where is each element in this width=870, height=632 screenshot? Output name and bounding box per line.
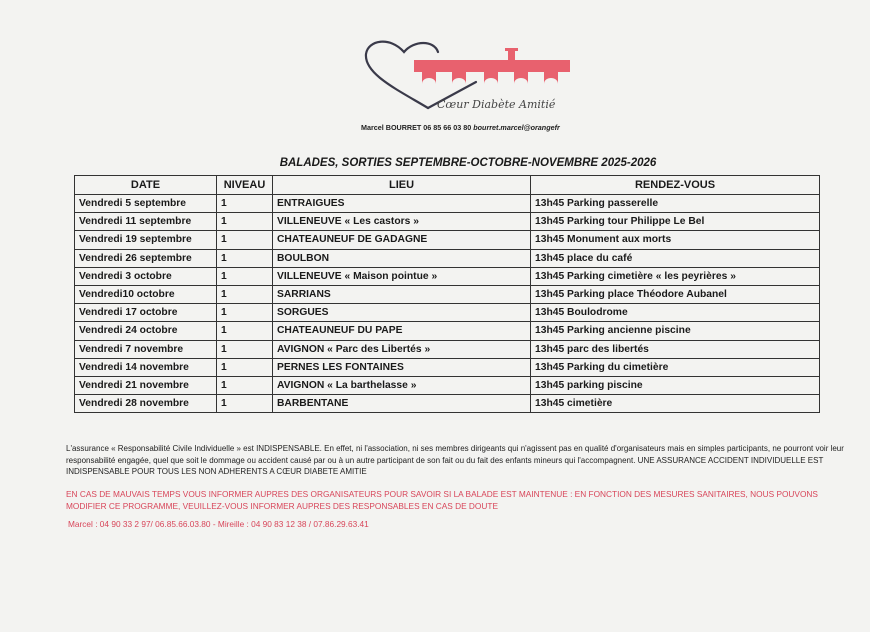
cell-lieu: VILLENEUVE « Les castors »: [273, 213, 531, 231]
cell-niveau: 1: [217, 304, 273, 322]
table-row: [75, 267, 820, 285]
cell-rendez-vous: 13h45 place du café: [531, 249, 820, 267]
cell-date: Vendredi 17 octobre: [75, 304, 217, 322]
cell-niveau: 1: [217, 195, 273, 213]
cell-lieu: CHATEAUNEUF DE GADAGNE: [273, 231, 531, 249]
cell-rendez-vous: 13h45 Parking ancienne piscine: [531, 322, 820, 340]
table-row: [75, 358, 820, 376]
contact-line: [361, 123, 560, 132]
insurance-notice: L'assurance « Responsabilité Civile Individuelle » est INDISPENSABLE. En effet, ni l'association, ni ses membres dirigeants qui n'agissent pas en qualité d'organisateurs mais en simples participants, ne pourront voir leur responsabilité engagée, quel que soit le dommage ou accident causé par ou à un autre participant de son fait ou du fait des enfants mineurs qui l'accompagnent. UNE ASSURANCE ACCIDENT INDIVIDUELLE EST INDISPENSABLE POUR TOUS LES NON ADHERENTS A CŒUR DIABETE AMITIE: [66, 444, 844, 476]
table-row: [75, 195, 820, 213]
cell-lieu: CHATEAUNEUF DU PAPE: [273, 322, 531, 340]
cell-niveau: 1: [217, 395, 273, 413]
table-row: [75, 231, 820, 249]
cell-lieu: SORGUES: [273, 304, 531, 322]
table-row: [75, 340, 820, 358]
cell-rendez-vous: 13h45 Parking place Théodore Aubanel: [531, 285, 820, 303]
weather-notice: EN CAS DE MAUVAIS TEMPS VOUS INFORMER AUPRES DES ORGANISATEURS POUR SAVOIR SI LA BALADE EST MAINTENUE : EN FONCTION DES MESURES SANITAIRES, NOUS POUVONS MODIFIER CE PROGRAMME, VEUILLEZ-VOUS INFORMER AUPRES DES RESPONSABLES EN CAS DE DOUTE: [66, 489, 818, 511]
cell-rendez-vous: 13h45 cimetière: [531, 395, 820, 413]
table-row: [75, 213, 820, 231]
cell-niveau: 1: [217, 231, 273, 249]
contact-name-phone: Marcel BOURRET 06 85 66 03 80: [361, 123, 472, 132]
cell-rendez-vous: 13h45 Monument aux morts: [531, 231, 820, 249]
table-row: [75, 285, 820, 303]
cell-date: Vendredi 7 novembre: [75, 340, 217, 358]
table-row: [75, 304, 820, 322]
cell-date: Vendredi 24 octobre: [75, 322, 217, 340]
cell-rendez-vous: 13h45 Parking passerelle: [531, 195, 820, 213]
cell-niveau: 1: [217, 376, 273, 394]
schedule-table: [74, 175, 820, 413]
cell-rendez-vous: 13h45 Boulodrome: [531, 304, 820, 322]
cell-niveau: 1: [217, 340, 273, 358]
cell-date: Vendredi 21 novembre: [75, 376, 217, 394]
cell-rendez-vous: 13h45 Parking du cimetière: [531, 358, 820, 376]
cell-lieu: BOULBON: [273, 249, 531, 267]
cell-rendez-vous: 13h45 parking piscine: [531, 376, 820, 394]
column-header-rendez-vous: RENDEZ-VOUS: [531, 176, 820, 195]
table-row: [75, 322, 820, 340]
cell-lieu: BARBENTANE: [273, 395, 531, 413]
contact-email: bourret.marcel@orangefr: [473, 123, 560, 132]
cell-date: Vendredi 14 novembre: [75, 358, 217, 376]
cell-lieu: PERNES LES FONTAINES: [273, 358, 531, 376]
cell-date: Vendredi 5 septembre: [75, 195, 217, 213]
cell-lieu: AVIGNON « La barthelasse »: [273, 376, 531, 394]
table-header-row: [75, 176, 820, 195]
table-row: [75, 249, 820, 267]
cell-lieu: AVIGNON « Parc des Libertés »: [273, 340, 531, 358]
table-row: [75, 376, 820, 394]
cell-date: Vendredi 11 septembre: [75, 213, 217, 231]
cell-date: Vendredi 26 septembre: [75, 249, 217, 267]
cell-date: Vendredi 3 octobre: [75, 267, 217, 285]
cell-niveau: 1: [217, 249, 273, 267]
cell-niveau: 1: [217, 285, 273, 303]
cell-lieu: ENTRAIGUES: [273, 195, 531, 213]
column-header-niveau: NIVEAU: [217, 176, 273, 195]
cell-date: Vendredi 19 septembre: [75, 231, 217, 249]
cell-niveau: 1: [217, 213, 273, 231]
cell-date: Vendredi10 octobre: [75, 285, 217, 303]
cell-rendez-vous: 13h45 Parking tour Philippe Le Bel: [531, 213, 820, 231]
table-row: [75, 395, 820, 413]
contact-phones: Marcel : 04 90 33 2 97/ 06.85.66.03.80 - Mireille : 04 90 83 12 38 / 07.86.29.63.41: [68, 519, 369, 529]
document-title: BALADES, SORTIES SEPTEMBRE-OCTOBRE-NOVEMBRE 2025-2026: [279, 157, 657, 169]
cell-lieu: VILLENEUVE « Maison pointue »: [273, 267, 531, 285]
cell-rendez-vous: 13h45 parc des libertés: [531, 340, 820, 358]
cell-rendez-vous: 13h45 Parking cimetière « les peyrières »: [531, 267, 820, 285]
cell-niveau: 1: [217, 322, 273, 340]
column-header-date: DATE: [75, 176, 217, 195]
cell-lieu: SARRIANS: [273, 285, 531, 303]
cell-niveau: 1: [217, 267, 273, 285]
cell-date: Vendredi 28 novembre: [75, 395, 217, 413]
logo-text: Cœur Diabète Amitié: [437, 98, 556, 111]
column-header-lieu: LIEU: [273, 176, 531, 195]
cell-niveau: 1: [217, 358, 273, 376]
bridge-icon: [414, 48, 570, 84]
